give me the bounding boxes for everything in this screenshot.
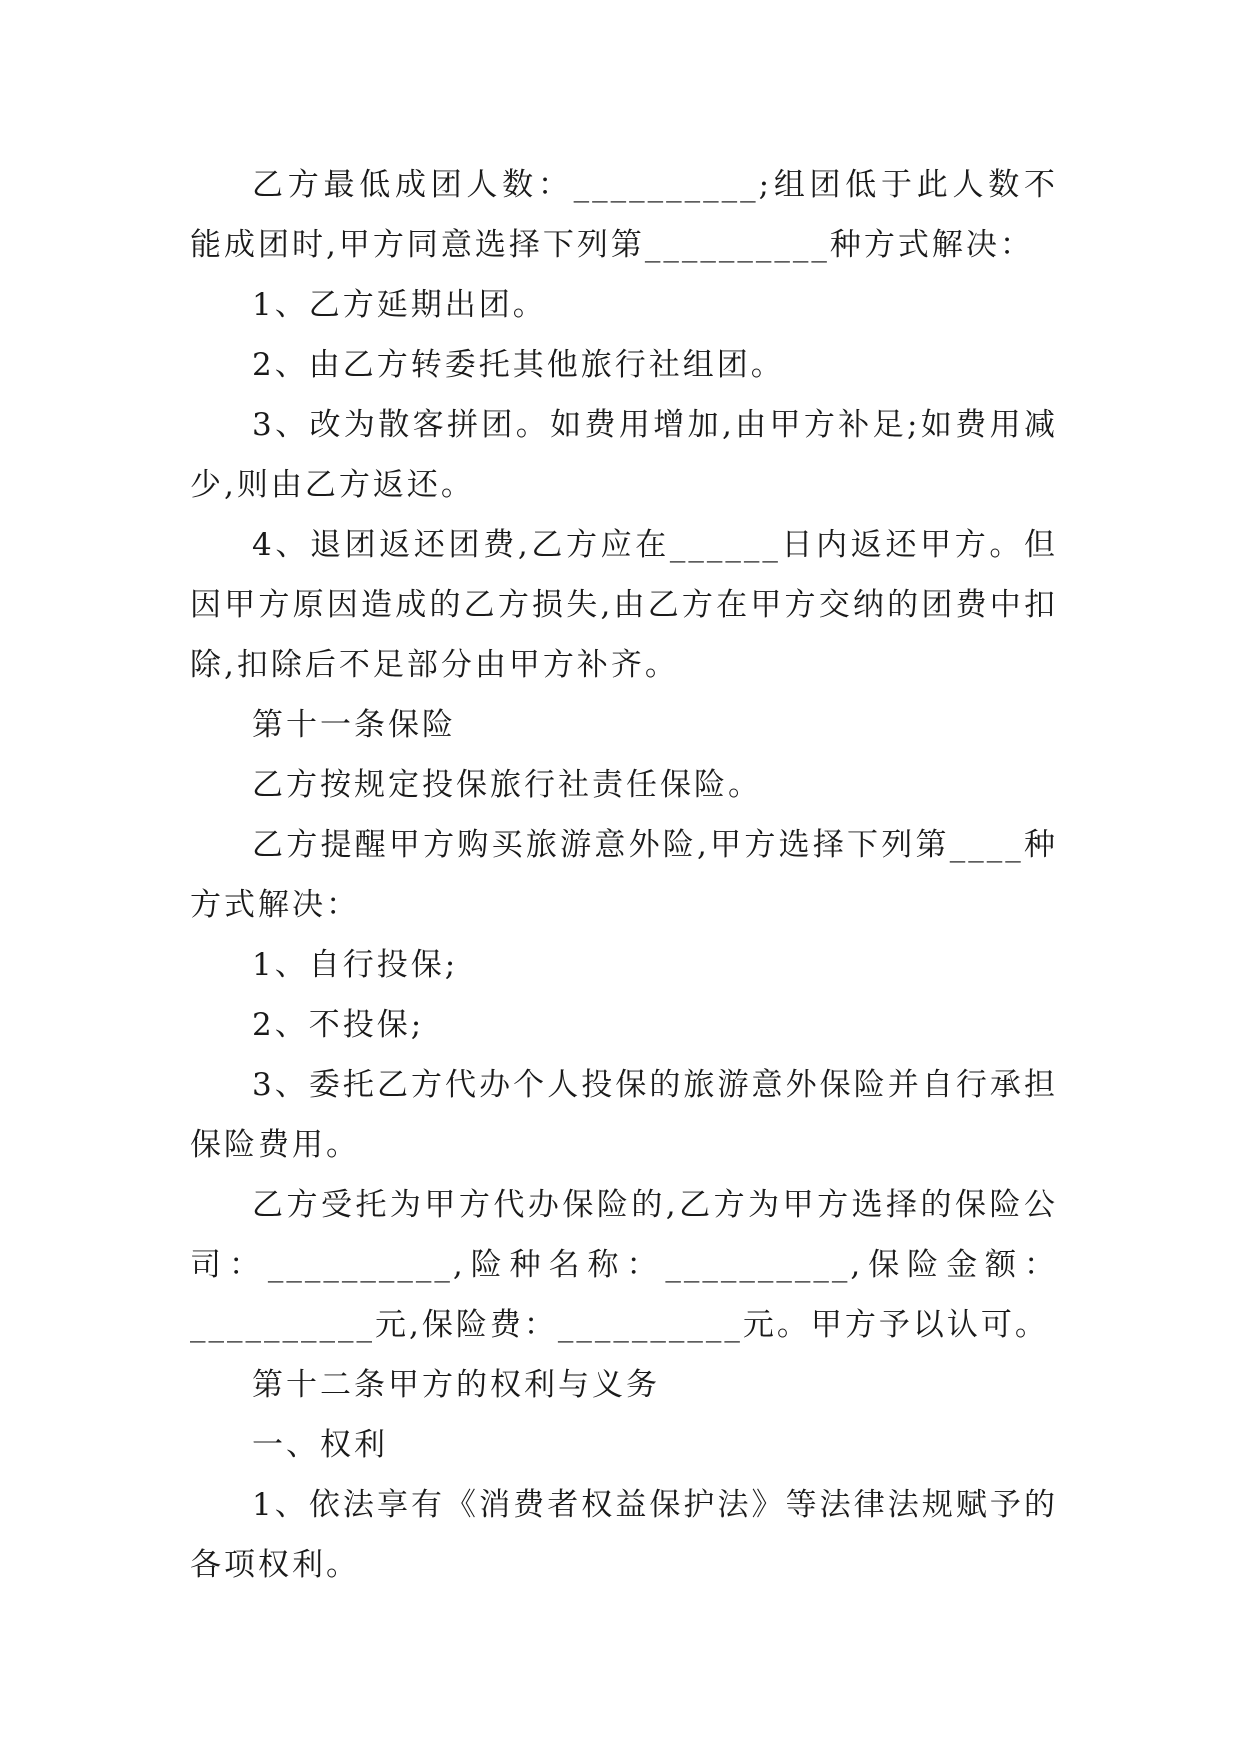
- paragraph-liability-insurance: 乙方按规定投保旅行社责任保险。: [252, 767, 762, 803]
- paragraph-option-2-transfer: 2、由乙方转委托其他旅行社组团。: [252, 347, 785, 383]
- paragraph-option-3-merge: 3、改为散客拼团。如费用增加,由甲方补足;如费用减少,则由乙方返还。: [190, 407, 1058, 503]
- paragraph-min-group-size: 乙方最低成团人数：__________;组团低于此人数不能成团时,甲方同意选择下列第__________种方式解决：: [190, 167, 1058, 263]
- paragraph-consumer-rights: 1、依法享有《消费者权益保护法》等法律法规赋予的各项权利。: [190, 1487, 1058, 1583]
- paragraph-insure-self: 1、自行投保;: [252, 947, 459, 983]
- paragraph-accident-insurance: 乙方提醒甲方购买旅游意外险,甲方选择下列第____种方式解决：: [190, 827, 1058, 923]
- paragraph-insurance-details: 乙方受托为甲方代办保险的,乙方为甲方选择的保险公司：__________,险种名称：__________,保险金额：__________元,保险费：__________元。甲方予以认可。: [190, 1187, 1058, 1343]
- paragraph-entrust-insurance: 3、委托乙方代办个人投保的旅游意外保险并自行承担保险费用。: [190, 1067, 1058, 1163]
- document-body: [190, 155, 1058, 1595]
- section-heading-article-11: 第十一条保险: [252, 707, 456, 743]
- section-heading-article-12: 第十二条甲方的权利与义务: [252, 1367, 660, 1403]
- paragraph-option-1-delay: 1、乙方延期出团。: [252, 287, 547, 323]
- paragraph-no-insurance: 2、不投保;: [252, 1007, 425, 1043]
- paragraph-option-4-refund: 4、退团返还团费,乙方应在______日内返还甲方。但因甲方原因造成的乙方损失,由乙方在甲方交纳的团费中扣除,扣除后不足部分由甲方补齐。: [190, 527, 1058, 683]
- subsection-heading-rights: 一、权利: [252, 1427, 388, 1463]
